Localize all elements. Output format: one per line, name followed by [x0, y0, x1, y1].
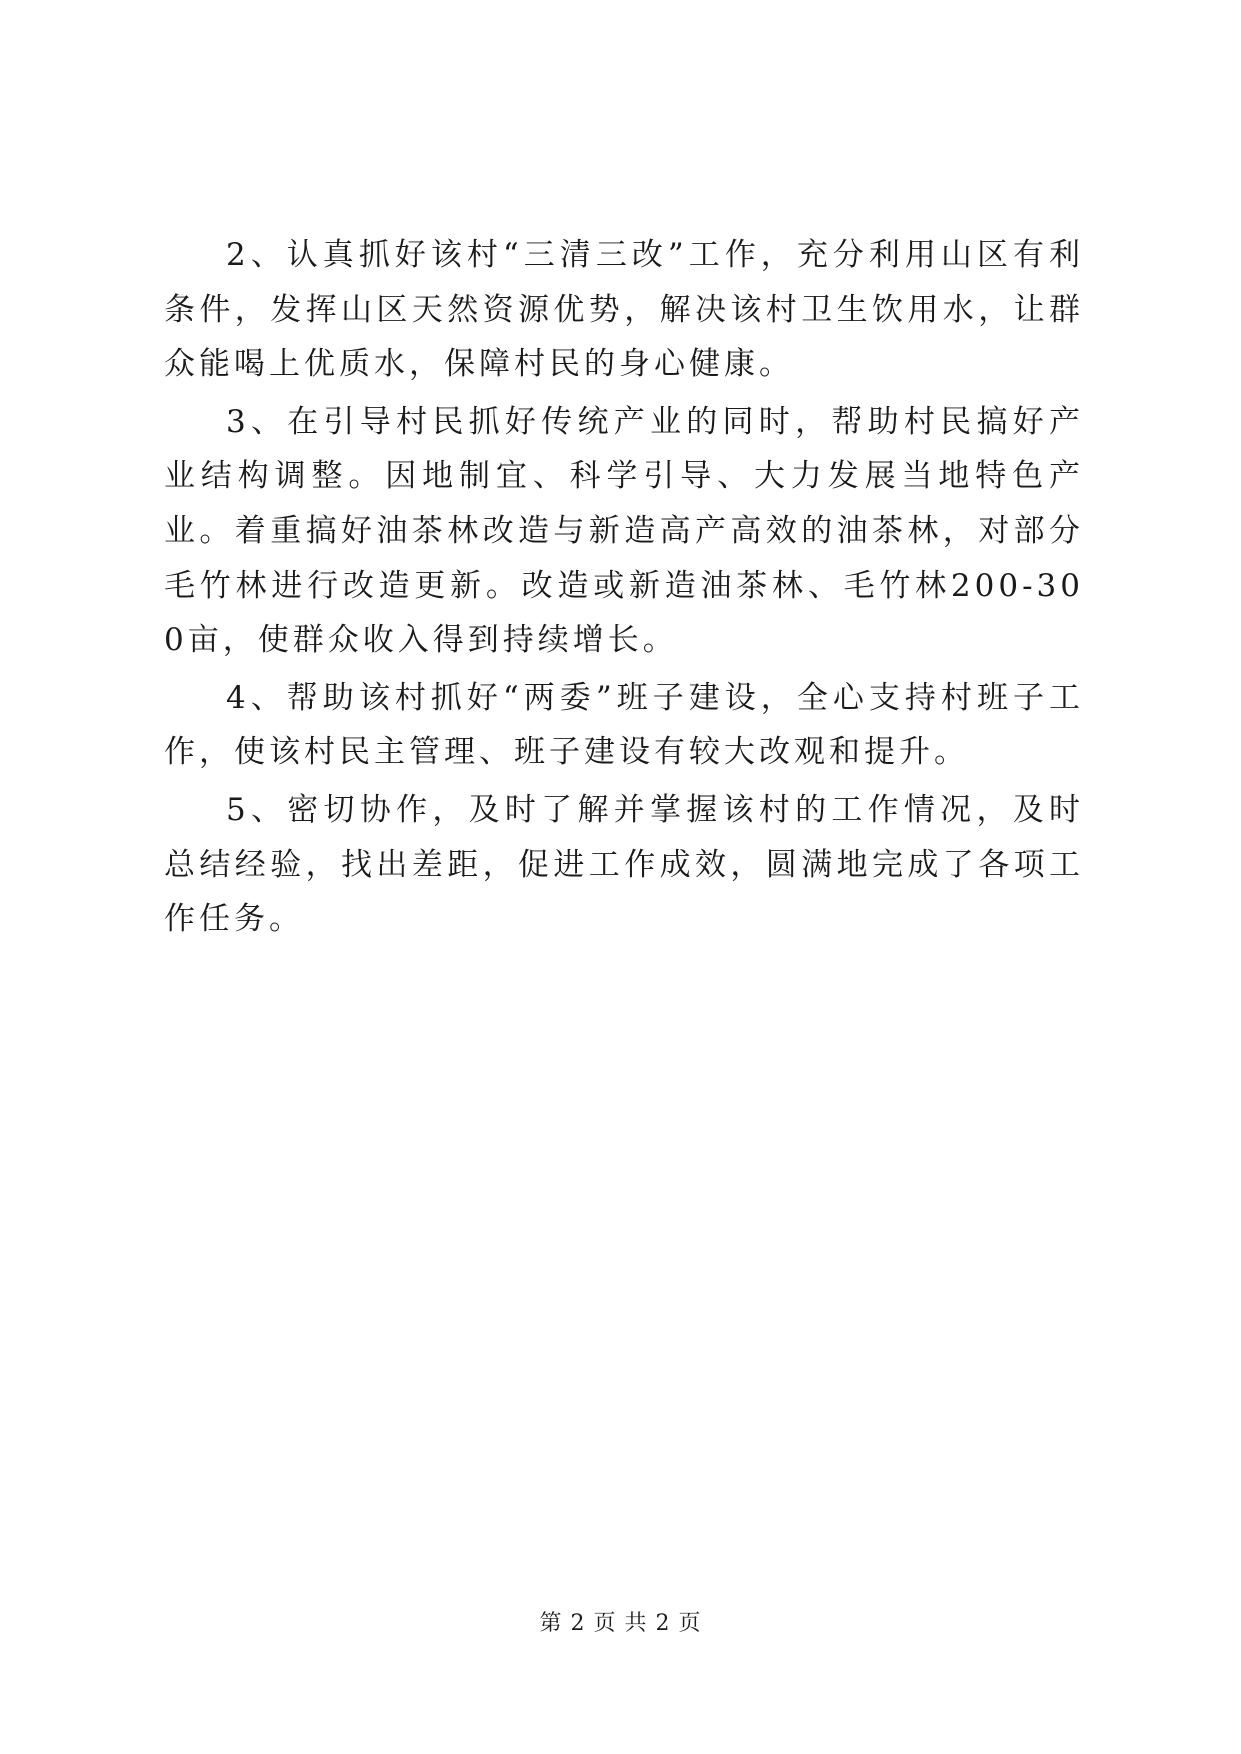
- paragraph-item-2: 2、认真抓好该村“三清三改”工作，充分利用山区有利条件，发挥山区天然资源优势，解决该村卫生饮用水，让群众能喝上优质水，保障村民的身心健康。: [164, 237, 1084, 383]
- paragraph-item-4: 4、帮助该村抓好“两委”班子建设，全心支持村班子工作，使该村民主管理、班子建设有较大改观和提升。: [164, 679, 1084, 771]
- page-number-footer: 第 2 页 共 2 页: [539, 1611, 702, 1636]
- document-body: [164, 228, 1084, 950]
- paragraph-item-3: 3、在引导村民抓好传统产业的同时，帮助村民搞好产业结构调整。因地制宜、科学引导、大力发展当地特色产业。着重搞好油茶林改造与新造高产高效的油茶林，对部分毛竹林进行改造更新。改造或新造油茶林、毛竹林200-300亩，使群众收入得到持续增长。: [164, 403, 1084, 659]
- paragraph-item-5: 5、密切协作，及时了解并掌握该村的工作情况，及时总结经验，找出差距，促进工作成效，圆满地完成了各项工作任务。: [164, 791, 1084, 938]
